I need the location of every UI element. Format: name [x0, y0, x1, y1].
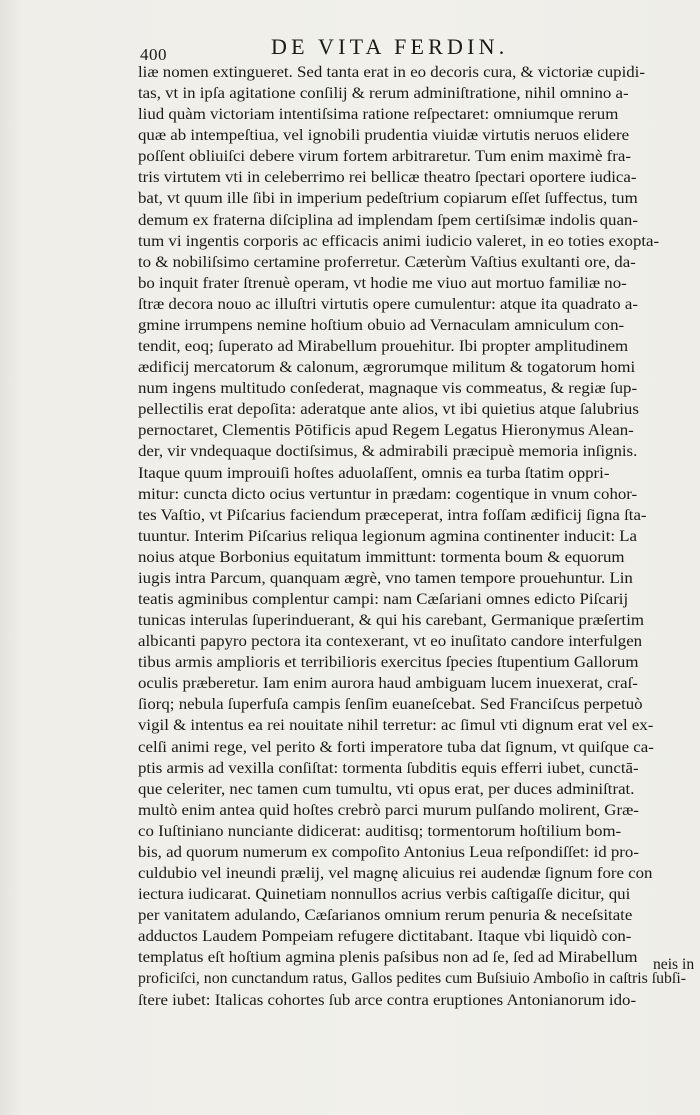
text-line: tes Vaſtio, vt Piſcarius faciendum præceperat, intra foſſam ædificij ſigna ſta-	[138, 506, 647, 524]
text-line: pernoctaret, Clementis Pōtificis apud Regem Legatus Hieronymus Alean-	[138, 422, 634, 440]
text-line: per vanitatem adulando, Cæſarianos omnium rerum penuria & neceſsitate	[138, 907, 633, 925]
text-line: tris virtutem vti in celeberrimo rei bellicæ theatro ſpectari oportere iudica-	[138, 169, 637, 187]
text-line: iugis intra Parcum, quanquam ægrè, vno tamen tempore prouehuntur. Lin	[138, 569, 633, 587]
text-line: co Iuſtiniano nunciante didicerat: auditisq; tormentorum hoſtilium bom-	[138, 822, 622, 840]
text-line: templatus eſt hoſtium agmina plenis paſsibus non ad ſe, ſed ad Mirabellum	[138, 949, 638, 967]
text-line: tibus armis amplioris et terribilioris exercitus ſpecies ſtupentium Gallorum	[138, 654, 639, 672]
text-line: tuuntur. Interim Piſcarius reliqua legionum agmina continenter inducit: La	[138, 527, 638, 545]
text-line: bis, ad quorum numerum ex compoſito Antonius Leua reſpondiſſet: id pro-	[138, 843, 639, 861]
text-line: ſiorq; nebula ſuperfuſa campis ſenſim euaneſcebat. Sed Franciſcus perpetuò	[138, 696, 643, 714]
text-line: ptis armis ad vexilla conſiſtat: tormenta ſubditis equis efferri iubet, cunctā-	[138, 759, 639, 777]
text-line: teatis agminibus complentur campi: nam Cæſariani omnes edicto Piſcarij	[138, 591, 629, 608]
running-title: DE VITA FERDIN.	[271, 34, 509, 59]
page-number: 400	[140, 45, 167, 64]
catchword: neis in	[653, 956, 695, 973]
text-line: multò enim antea quid hoſtes crebrò parci murum pulſando molirent, Græ-	[138, 801, 639, 819]
text-line: tendit, eoq; ſuperato ad Mirabellum prouehitur. Ibi propter amplitudinem	[138, 338, 629, 356]
text-line: Itaque quum improuiſi hoſtes aduolaſſent, omnis ea turba ſtatim oppri-	[138, 464, 610, 482]
text-line: demum ex fraterna diſciplina ad implendam ſpem certiſsimæ indolis quan-	[138, 211, 638, 229]
text-line: bat, vt quum ille ſibi in imperium pedeſtrium copiarum eſſet ſuffectus, tum	[138, 190, 638, 208]
text-line: noius atque Borbonius equitatum immittunt: tormenta boum & equorum	[138, 548, 625, 566]
text-line: culdubio vel ineundi prælij, vel magnę alicuius rei audendæ ſignum fore con	[138, 865, 653, 883]
text-line: poſſent obliuiſci debere virum fortem arbitraretur. Tum enim maximè fra-	[138, 148, 631, 166]
text-line: mitur: cuncta dicto ocius vertuntur in prædam: cogentique in vnum cohor-	[138, 485, 638, 503]
text-line: bo inquit frater ſtrenuè operam, vt hodie me viuo aut mortuo familiæ no-	[138, 274, 627, 292]
text-line: adductos Laudem Pompeiam refugere dictitabant. Itaque vbi liquidò con-	[138, 928, 632, 946]
text-line: tas, vt in ipſa agitatione conſilij & rerum adminiſtratione, nihil omnino a-	[138, 85, 629, 103]
text-line: celſi animi rege, vel perito & forti imperatore tuba dat ſignum, vt quiſque ca-	[138, 738, 654, 756]
text-line: que celeriter, nec tamen cum tumultu, vti opus erat, per duces adminiſtrat.	[138, 780, 635, 798]
text-line: liud quàm victoriam intentiſsima ratione reſpectaret: omniumque rerum	[138, 106, 619, 124]
text-line: proficiſci, non cunctandum ratus, Gallos pedites cum Buſsiuio Amboſio in caſtris ſubſi-	[138, 970, 686, 988]
text-line: to & nobiliſsimo certamine proferretur. Cæterùm Vaſtius exultanti ore, da-	[138, 253, 636, 271]
text-line: vigil & intentus ea rei nouitate nihil terretur: ac ſimul vti dignum erat vel ex-	[138, 717, 654, 735]
text-line: gmine irrumpens nemine hoſtium obuio ad Vernaculam amniculum con-	[138, 316, 625, 334]
text-line: ædificij mercatorum & calonum, ægrorumque militum & togatorum homi	[138, 359, 636, 377]
text-line: num ingens multitudo conſederat, magnaque vis commeatus, & regiæ ſup-	[138, 380, 638, 398]
text-line: tum vi ingentis corporis ac efficacis animi iudicio valeret, in eo toties exopta-	[138, 232, 660, 250]
text-line: oculis præberetur. Iam enim aurora haud ambiguam lucem inuexerat, craſ-	[138, 675, 638, 693]
text-line: der, vir vndequaque doctiſsimus, & admirabili præcipuè memoria inſignis.	[138, 443, 638, 461]
text-line: ſtere iubet: Italicas cohortes ſub arce contra eruptiones Antonianorum ido-	[138, 991, 637, 1009]
text-line: liæ nomen extingueret. Sed tanta erat in eo decoris cura, & victoriæ cupidi-	[138, 64, 645, 81]
text-line: ſtræ decora nouo ac illuſtri virtutis opere cumulentur: atque ita quadrato a-	[138, 295, 638, 313]
text-line: pellectilis erat depoſita: aderatque ante alios, vt ibi quietius atque ſalubrius	[138, 401, 639, 419]
text-line: quæ ab intempeſtiua, vel ignobili prudentia viuidæ virtutis neruos elidere	[138, 127, 630, 145]
text-line: tunicas interulas ſuperinduerant, & qui his carebant, Germanique præſertim	[138, 612, 645, 630]
text-line: albicanti papyro pectora ita contexerant, vt eo inuſitato candore interfulgen	[138, 633, 643, 651]
text-line: iectura iudicarat. Quinetiam nonnullos acrius verbis caſtigaſſe dicitur, qui	[138, 886, 631, 904]
